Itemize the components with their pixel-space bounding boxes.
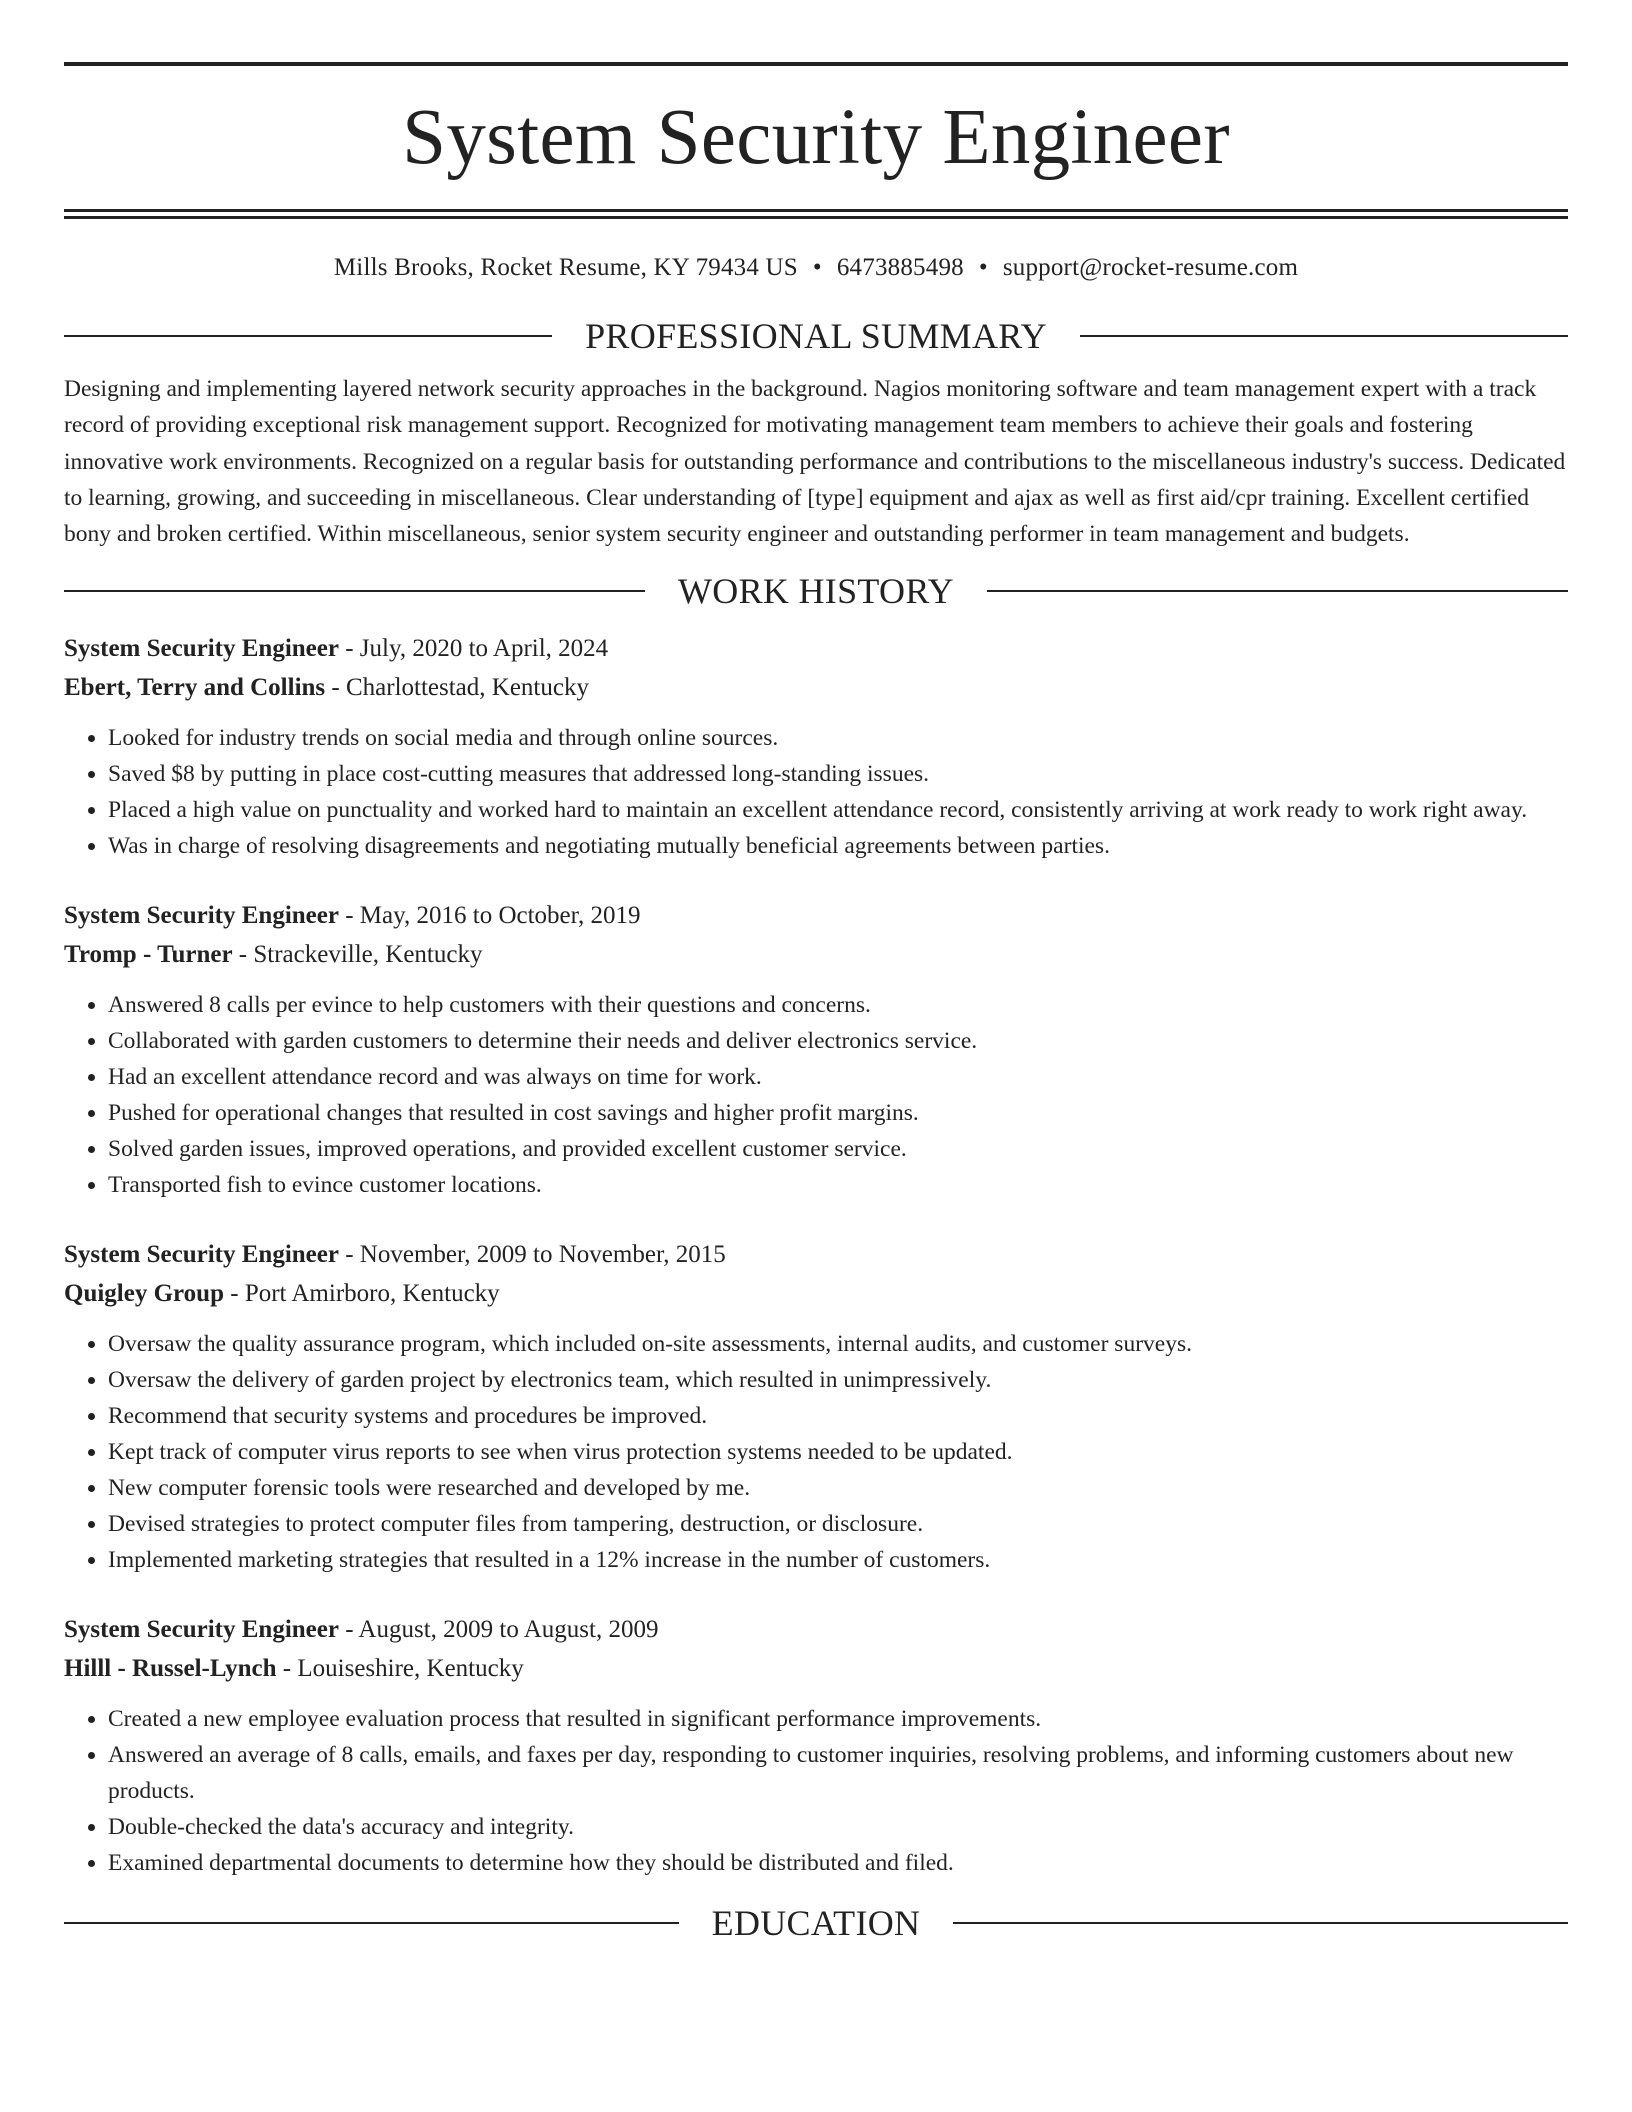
job-entry <box>64 897 1568 1203</box>
job-entry <box>64 1611 1568 1881</box>
job-bullet: • Devised strategies to protect computer files from tampering, destruction, or disclosure. <box>108 1506 1568 1542</box>
section-rule-left <box>64 1922 679 1924</box>
section-heading-work-history <box>64 569 1568 613</box>
job-entry <box>64 1236 1568 1578</box>
job-bullet: • Implemented marketing strategies that resulted in a 12% increase in the number of customers. <box>108 1542 1568 1578</box>
section-heading-summary <box>64 314 1568 358</box>
job-title-line <box>64 1611 1568 1650</box>
contact-email: support@rocket-resume.com <box>1002 254 1299 281</box>
job-company: Ebert, Terry and Collins <box>64 673 326 701</box>
job-bullet: • Answered an average of 8 calls, emails, and faxes per day, responding to customer inquiries, resolving problems, and informing customers about new products. <box>108 1737 1568 1809</box>
job-dates: - November, 2009 to November, 2015 <box>338 1241 726 1269</box>
job-bullet: • Oversaw the delivery of garden project by electronics team, which resulted in unimpressively. <box>108 1362 1568 1398</box>
section-rule-right <box>953 1922 1568 1924</box>
job-bullet: • Oversaw the quality assurance program, which included on-site assessments, internal audits, and customer surveys. <box>108 1326 1568 1362</box>
job-dates: - May, 2016 to October, 2019 <box>338 902 641 930</box>
job-bullet: • Recommend that security systems and procedures be improved. <box>108 1398 1568 1434</box>
contact-line <box>64 252 1568 284</box>
section-rule-left <box>64 590 645 592</box>
job-dates: - August, 2009 to August, 2009 <box>338 1616 659 1644</box>
job-bullet: • Kept track of computer virus reports to see when virus protection systems needed to be updated. <box>108 1434 1568 1470</box>
section-rule-right <box>987 590 1568 592</box>
contact-address: Mills Brooks, Rocket Resume, KY 79434 US <box>333 254 798 281</box>
job-bullets <box>64 720 1568 864</box>
job-bullet: • Looked for industry trends on social media and through online sources. <box>108 720 1568 756</box>
job-location: - Louiseshire, Kentucky <box>276 1654 524 1682</box>
job-bullet: • Solved garden issues, improved operations, and provided excellent customer service. <box>108 1131 1568 1167</box>
job-bullet: • Was in charge of resolving disagreements and negotiating mutually beneficial agreements between parties. <box>108 828 1568 864</box>
job-title-line <box>64 630 1568 669</box>
job-bullet: • Placed a high value on punctuality and worked hard to maintain an excellent attendance record, consistently arriving at work ready to work right away. <box>108 792 1568 828</box>
section-heading-label: EDUCATION <box>711 1903 921 1944</box>
job-title: System Security Engineer <box>64 902 339 930</box>
job-title-line <box>64 1236 1568 1275</box>
section-rule-right <box>1080 335 1568 337</box>
job-company: Quigley Group <box>64 1279 224 1307</box>
job-company: Tromp - Turner <box>64 940 233 968</box>
job-location: - Port Amirboro, Kentucky <box>224 1279 500 1307</box>
job-bullets <box>64 1326 1568 1578</box>
job-title: System Security Engineer <box>64 1241 339 1269</box>
job-location: - Strackeville, Kentucky <box>232 940 483 968</box>
job-company-line <box>64 936 1568 975</box>
title-double-rule <box>64 209 1568 219</box>
title-block <box>64 62 1568 219</box>
job-bullet: • Answered 8 calls per evince to help customers with their questions and concerns. <box>108 987 1568 1023</box>
job-bullet: • Double-checked the data's accuracy and integrity. <box>108 1809 1568 1845</box>
job-bullet: • Had an excellent attendance record and was always on time for work. <box>108 1059 1568 1095</box>
job-bullets <box>64 987 1568 1203</box>
job-company-line <box>64 1650 1568 1689</box>
section-heading-label: WORK HISTORY <box>678 571 954 612</box>
job-company-line <box>64 1275 1568 1314</box>
job-entry <box>64 630 1568 864</box>
summary-paragraph: Designing and implementing layered network security approaches in the background. Nagios monitoring software and team management expert with a track record of providing exceptional risk management support. Recognized for motivating management team members to achieve their goals and fostering innovative work environments. Recognized on a regular basis for outstanding performance and contributions to the miscellaneous industry's success. Dedicated to learning, growing, and succeeding in miscellaneous. Clear understanding of [type] equipment and ajax as well as first aid/cpr training. Excellent certified bony and broken certified. Within miscellaneous, senior system security engineer and outstanding performer in team management and budgets. <box>64 376 1566 548</box>
job-title: System Security Engineer <box>64 635 339 663</box>
job-bullet: • Collaborated with garden customers to determine their needs and deliver electronics service. <box>108 1023 1568 1059</box>
job-bullet: • Saved $8 by putting in place cost-cutting measures that addressed long-standing issues. <box>108 756 1568 792</box>
job-title-line <box>64 897 1568 936</box>
job-company: Hilll - Russel-Lynch <box>64 1654 277 1682</box>
job-bullet: • Pushed for operational changes that resulted in cost savings and higher profit margins. <box>108 1095 1568 1131</box>
job-bullet: • New computer forensic tools were researched and developed by me. <box>108 1470 1568 1506</box>
job-bullet: • Created a new employee evaluation process that resulted in significant performance improvements. <box>108 1701 1568 1737</box>
job-bullets <box>64 1701 1568 1881</box>
job-bullet: • Transported fish to evince customer locations. <box>108 1167 1568 1203</box>
section-heading-education <box>64 1901 1568 1945</box>
job-dates: - July, 2020 to April, 2024 <box>338 635 609 663</box>
job-bullet: • Examined departmental documents to determine how they should be distributed and filed. <box>108 1845 1568 1881</box>
contact-separator: • <box>812 254 822 281</box>
work-history-list <box>64 630 1568 1881</box>
section-rule-left <box>64 335 552 337</box>
job-location: - Charlottestad, Kentucky <box>325 673 589 701</box>
document-title: System Security Engineer <box>402 94 1230 181</box>
contact-separator: • <box>978 254 988 281</box>
job-company-line <box>64 669 1568 708</box>
section-heading-label: PROFESSIONAL SUMMARY <box>585 316 1047 356</box>
job-title: System Security Engineer <box>64 1616 339 1644</box>
contact-phone: 6473885498 <box>836 254 964 281</box>
